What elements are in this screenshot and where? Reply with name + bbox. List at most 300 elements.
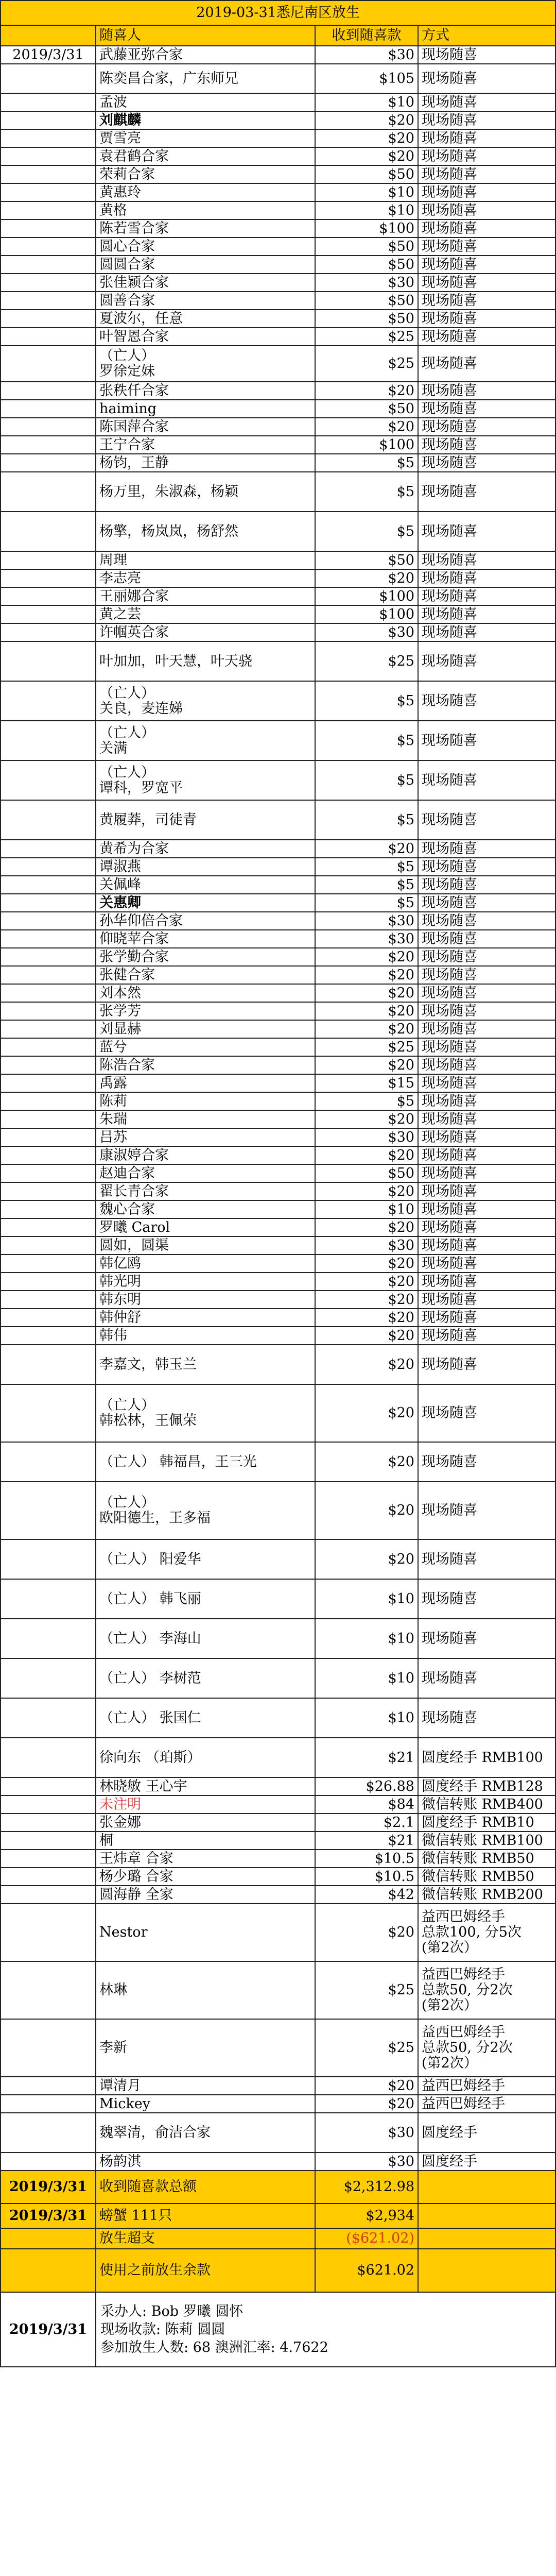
- row-date: [1, 1539, 96, 1579]
- row-date: [1, 1110, 96, 1128]
- donor-name: 朱瑞: [96, 1110, 315, 1128]
- donation-method: 现场随喜: [418, 1236, 555, 1255]
- donor-name: 关佩峰: [96, 876, 315, 894]
- donation-amount: $25: [315, 641, 418, 681]
- donation-amount: $20: [315, 840, 418, 858]
- donation-amount: $10: [315, 1619, 418, 1658]
- row-date: [1, 1814, 96, 1832]
- donation-row: [1, 1868, 555, 1886]
- donor-name: 杨钧，王静: [96, 454, 315, 472]
- donation-row: [1, 1218, 555, 1236]
- donation-amount: $30: [315, 2113, 418, 2153]
- donation-amount: $30: [315, 912, 418, 930]
- donation-method: 现场随喜: [418, 93, 555, 111]
- donation-amount: $100: [315, 605, 418, 623]
- donor-name: 杨韵淇: [96, 2153, 315, 2171]
- donation-amount: $20: [315, 2095, 418, 2113]
- donation-amount: $20: [315, 1182, 418, 1200]
- row-date: [1, 201, 96, 219]
- row-date: [1, 1002, 96, 1020]
- donor-name: 韩亿鸥: [96, 1255, 315, 1273]
- donation-method: 现场随喜: [418, 984, 555, 1002]
- donation-amount: $25: [315, 1961, 418, 2019]
- donor-name: （亡人） 韩松林，王佩荣: [96, 1384, 315, 1442]
- donation-row: [1, 1128, 555, 1146]
- donation-amount: $30: [315, 274, 418, 292]
- row-date: [1, 1868, 96, 1886]
- row-date: [1, 1579, 96, 1619]
- summary-row: [1, 2171, 555, 2204]
- donation-amount: $5: [315, 721, 418, 760]
- donation-amount: $26.88: [315, 1777, 418, 1795]
- donation-method: 现场随喜: [418, 894, 555, 912]
- donation-amount: $50: [315, 400, 418, 418]
- donation-row: [1, 512, 555, 551]
- header-row: [1, 25, 555, 46]
- row-date: [1, 111, 96, 129]
- donation-row: [1, 1236, 555, 1255]
- row-date: [1, 1384, 96, 1442]
- donor-name: 林琳: [96, 1961, 315, 2019]
- donation-row: [1, 292, 555, 310]
- donation-amount: $5: [315, 454, 418, 472]
- donation-method: 现场随喜: [418, 1110, 555, 1128]
- donation-method: 现场随喜: [418, 1200, 555, 1218]
- row-date: [1, 912, 96, 930]
- donation-row: [1, 256, 555, 274]
- donation-amount: $20: [315, 1146, 418, 1164]
- donation-row: [1, 382, 555, 400]
- donation-row: [1, 2077, 555, 2095]
- donation-amount: $20: [315, 1056, 418, 1074]
- header-donor: 随喜人: [96, 25, 315, 46]
- summary-amount: ($621.02): [315, 2228, 418, 2249]
- donation-amount: $10: [315, 1579, 418, 1619]
- donation-method: 现场随喜: [418, 876, 555, 894]
- donation-row: [1, 623, 555, 641]
- donation-amount: $5: [315, 472, 418, 512]
- donation-amount: $50: [315, 256, 418, 274]
- donation-row: [1, 1038, 555, 1056]
- donation-amount: $10: [315, 1698, 418, 1738]
- donation-method: 现场随喜: [418, 147, 555, 165]
- donor-name: 谭淑燕: [96, 858, 315, 876]
- row-date: [1, 587, 96, 605]
- donation-row: [1, 1200, 555, 1218]
- donation-amount: $20: [315, 569, 418, 587]
- footer-notes: 采办人: Bob 罗曦 圆怀 现场收款: 陈莉 圆圆 参加放生人数: 68 澳洲汇率: 4.7622: [96, 2292, 555, 2367]
- donation-row: [1, 274, 555, 292]
- row-date: [1, 1850, 96, 1868]
- donation-method: 现场随喜: [418, 292, 555, 310]
- donor-name: 陈奕昌合家，广东师兄: [96, 64, 315, 93]
- donation-method: 现场随喜: [418, 721, 555, 760]
- summary-label: 放生超支: [96, 2228, 315, 2249]
- donor-name: 关惠卿: [96, 894, 315, 912]
- donation-amount: $10.5: [315, 1868, 418, 1886]
- donation-row: [1, 111, 555, 129]
- donation-row: [1, 721, 555, 760]
- summary-date: 2019/3/31: [1, 2204, 96, 2228]
- row-date: [1, 1218, 96, 1236]
- donation-method: 现场随喜: [418, 587, 555, 605]
- donation-row: [1, 328, 555, 346]
- donor-name: 康淑婷合家: [96, 1146, 315, 1164]
- donation-amount: $84: [315, 1795, 418, 1814]
- row-date: [1, 2077, 96, 2095]
- donation-amount: $10: [315, 201, 418, 219]
- row-date: [1, 1832, 96, 1850]
- row-date: [1, 930, 96, 948]
- row-date: [1, 512, 96, 551]
- donor-name: （亡人） 韩福昌，王三光: [96, 1442, 315, 1482]
- row-date: [1, 1777, 96, 1795]
- donor-name: （亡人） 韩飞丽: [96, 1579, 315, 1619]
- footer-row: [1, 2292, 555, 2367]
- donation-row: [1, 1961, 555, 2019]
- donation-amount: $10: [315, 183, 418, 201]
- donation-row: [1, 912, 555, 930]
- donor-name: 杨擎，杨岚岚，杨舒然: [96, 512, 315, 551]
- donation-method: 现场随喜: [418, 623, 555, 641]
- donation-method: 现场随喜: [418, 1345, 555, 1384]
- donor-name: 圆心合家: [96, 238, 315, 256]
- donation-method: 现场随喜: [418, 472, 555, 512]
- donation-row: [1, 1539, 555, 1579]
- donation-amount: $105: [315, 64, 418, 93]
- row-date: [1, 1327, 96, 1345]
- donation-amount: $30: [315, 1236, 418, 1255]
- row-date: [1, 310, 96, 328]
- row-date: 2019/3/31: [1, 46, 96, 64]
- donor-name: 陈若雪合家: [96, 219, 315, 238]
- donation-method: 现场随喜: [418, 1579, 555, 1619]
- donation-row: [1, 681, 555, 721]
- donation-row: [1, 1795, 555, 1814]
- summary-date: [1, 2249, 96, 2292]
- donation-amount: $5: [315, 1092, 418, 1110]
- donation-amount: $25: [315, 346, 418, 382]
- row-date: [1, 328, 96, 346]
- donor-name: 未注明: [96, 1795, 315, 1814]
- donation-row: [1, 2019, 555, 2077]
- donation-row: [1, 1345, 555, 1384]
- donor-name: 黄格: [96, 201, 315, 219]
- donation-amount: $20: [315, 382, 418, 400]
- donor-name: 王丽娜合家: [96, 587, 315, 605]
- row-date: [1, 129, 96, 147]
- donation-method: 圆度经手 RMB10: [418, 1814, 555, 1832]
- donor-name: 张健合家: [96, 966, 315, 984]
- donor-name: 赵迪合家: [96, 1164, 315, 1182]
- donation-amount: $20: [315, 1539, 418, 1579]
- donation-method: 微信转账 RMB50: [418, 1850, 555, 1868]
- row-date: [1, 292, 96, 310]
- summary-method: [418, 2249, 555, 2292]
- donation-method: 益西巴姆经手: [418, 2095, 555, 2113]
- row-date: [1, 1795, 96, 1814]
- donation-amount: $21: [315, 1738, 418, 1777]
- row-date: [1, 858, 96, 876]
- donor-name: 刘麒麟: [96, 111, 315, 129]
- donation-method: 现场随喜: [418, 930, 555, 948]
- summary-row: [1, 2228, 555, 2249]
- donor-name: 王炜章 合家: [96, 1850, 315, 1868]
- row-date: [1, 1056, 96, 1074]
- donation-method: 微信转账 RMB200: [418, 1886, 555, 1904]
- row-date: [1, 1182, 96, 1200]
- row-date: [1, 551, 96, 569]
- donation-row: [1, 1327, 555, 1345]
- donor-name: 陈莉: [96, 1092, 315, 1110]
- donation-method: 现场随喜: [418, 1074, 555, 1092]
- donation-row: [1, 454, 555, 472]
- donation-amount: $30: [315, 623, 418, 641]
- donation-amount: $5: [315, 800, 418, 840]
- donation-method: 现场随喜: [418, 966, 555, 984]
- donation-method: 现场随喜: [418, 382, 555, 400]
- donation-amount: $100: [315, 219, 418, 238]
- donation-row: [1, 1002, 555, 1020]
- donor-name: （亡人） 李树范: [96, 1658, 315, 1698]
- donation-row: [1, 1442, 555, 1482]
- donation-amount: $5: [315, 876, 418, 894]
- donation-amount: $50: [315, 165, 418, 183]
- donor-name: 韩仲舒: [96, 1309, 315, 1327]
- summary-amount: $2,312.98: [315, 2171, 418, 2204]
- donation-row: [1, 551, 555, 569]
- donation-amount: $25: [315, 2019, 418, 2077]
- donation-method: 现场随喜: [418, 1038, 555, 1056]
- donation-row: [1, 569, 555, 587]
- donation-row: [1, 1579, 555, 1619]
- summary-method: [418, 2204, 555, 2228]
- donation-method: 圆度经手: [418, 2113, 555, 2153]
- donation-row: [1, 948, 555, 966]
- donation-row: [1, 894, 555, 912]
- donation-amount: $30: [315, 46, 418, 64]
- donor-name: 叶智恩合家: [96, 328, 315, 346]
- row-date: [1, 238, 96, 256]
- donation-amount: $42: [315, 1886, 418, 1904]
- row-date: [1, 274, 96, 292]
- donation-row: [1, 1273, 555, 1291]
- donor-name: 圆圆合家: [96, 256, 315, 274]
- donation-method: 现场随喜: [418, 1273, 555, 1291]
- row-date: [1, 436, 96, 454]
- donation-row: [1, 1164, 555, 1182]
- donation-method: 现场随喜: [418, 1002, 555, 1020]
- row-date: [1, 1020, 96, 1038]
- donation-method: 益西巴姆经手 总款100, 分5次 (第2次）: [418, 1904, 555, 1961]
- donor-name: 张金娜: [96, 1814, 315, 1832]
- donor-name: 圆如，圆渠: [96, 1236, 315, 1255]
- donation-row: [1, 310, 555, 328]
- donor-name: 张学芳: [96, 1002, 315, 1020]
- donation-method: 现场随喜: [418, 569, 555, 587]
- donation-row: [1, 183, 555, 201]
- donor-name: 张秩仟合家: [96, 382, 315, 400]
- donor-name: 徐向东 （珀斯）: [96, 1738, 315, 1777]
- donation-method: 现场随喜: [418, 328, 555, 346]
- summary-label: 螃蟹 111只: [96, 2204, 315, 2228]
- row-date: [1, 147, 96, 165]
- donation-method: 现场随喜: [418, 1539, 555, 1579]
- row-date: [1, 1619, 96, 1658]
- row-date: [1, 984, 96, 1002]
- donation-method: 现场随喜: [418, 219, 555, 238]
- donation-method: 现场随喜: [418, 274, 555, 292]
- row-date: [1, 382, 96, 400]
- row-date: [1, 1309, 96, 1327]
- row-date: [1, 760, 96, 800]
- donation-method: 现场随喜: [418, 1442, 555, 1482]
- donation-row: [1, 1056, 555, 1074]
- row-date: [1, 605, 96, 623]
- donation-method: 益西巴姆经手: [418, 2077, 555, 2095]
- donation-method: 现场随喜: [418, 418, 555, 436]
- donation-row: [1, 858, 555, 876]
- donation-method: 现场随喜: [418, 1056, 555, 1074]
- summary-date: 2019/3/31: [1, 2171, 96, 2204]
- donation-method: 现场随喜: [418, 346, 555, 382]
- donation-amount: $20: [315, 1327, 418, 1345]
- donation-method: 现场随喜: [418, 1218, 555, 1236]
- donor-name: 叶加加，叶天慧，叶天骁: [96, 641, 315, 681]
- donation-amount: $5: [315, 512, 418, 551]
- donation-row: [1, 1814, 555, 1832]
- donor-name: （亡人） 阳爱华: [96, 1539, 315, 1579]
- donation-row: [1, 1110, 555, 1128]
- donation-method: 现场随喜: [418, 1309, 555, 1327]
- row-date: [1, 569, 96, 587]
- donor-name: 张学勤合家: [96, 948, 315, 966]
- row-date: [1, 219, 96, 238]
- donation-row: [1, 46, 555, 64]
- summary-row: [1, 2204, 555, 2228]
- donation-amount: $100: [315, 587, 418, 605]
- donation-row: [1, 1255, 555, 1273]
- row-date: [1, 1200, 96, 1218]
- donation-row: [1, 840, 555, 858]
- donor-name: 周理: [96, 551, 315, 569]
- row-date: [1, 93, 96, 111]
- donation-row: [1, 1738, 555, 1777]
- donation-amount: $20: [315, 1482, 418, 1539]
- donation-method: 微信转账 RMB50: [418, 1868, 555, 1886]
- donation-row: [1, 400, 555, 418]
- donation-method: 现场随喜: [418, 400, 555, 418]
- row-date: [1, 454, 96, 472]
- donor-name: 张佳颖合家: [96, 274, 315, 292]
- donation-amount: $30: [315, 930, 418, 948]
- row-date: [1, 721, 96, 760]
- donation-method: 现场随喜: [418, 1327, 555, 1345]
- donation-row: [1, 1658, 555, 1698]
- donation-amount: $20: [315, 1291, 418, 1309]
- donation-method: 现场随喜: [418, 1092, 555, 1110]
- row-date: [1, 2095, 96, 2113]
- row-date: [1, 165, 96, 183]
- row-date: [1, 1482, 96, 1539]
- donor-name: 夏波尔，任意: [96, 310, 315, 328]
- donation-method: 现场随喜: [418, 129, 555, 147]
- donation-method: 现场随喜: [418, 454, 555, 472]
- donation-amount: $20: [315, 147, 418, 165]
- row-date: [1, 1273, 96, 1291]
- donation-method: 现场随喜: [418, 256, 555, 274]
- donation-amount: $20: [315, 1384, 418, 1442]
- donor-name: 黄之芸: [96, 605, 315, 623]
- donor-name: 陈国萍合家: [96, 418, 315, 436]
- donation-row: [1, 876, 555, 894]
- summary-amount: $2,934: [315, 2204, 418, 2228]
- donation-amount: $30: [315, 2153, 418, 2171]
- donation-row: [1, 1619, 555, 1658]
- donation-method: 现场随喜: [418, 840, 555, 858]
- summary-amount: $621.02: [315, 2249, 418, 2292]
- donation-row: [1, 1074, 555, 1092]
- donation-method: 现场随喜: [418, 183, 555, 201]
- summary-date: [1, 2228, 96, 2249]
- donation-method: 现场随喜: [418, 436, 555, 454]
- donation-row: [1, 219, 555, 238]
- donor-name: Mickey: [96, 2095, 315, 2113]
- donation-row: [1, 1850, 555, 1868]
- donor-name: 李志亮: [96, 569, 315, 587]
- row-date: [1, 966, 96, 984]
- donation-row: [1, 966, 555, 984]
- donor-name: 许帼英合家: [96, 623, 315, 641]
- donation-amount: $21: [315, 1832, 418, 1850]
- donor-name: 韩东明: [96, 1291, 315, 1309]
- donor-name: 林晓敏 王心宇: [96, 1777, 315, 1795]
- donation-row: [1, 930, 555, 948]
- donation-method: 圆度经手 RMB100: [418, 1738, 555, 1777]
- donation-amount: $50: [315, 292, 418, 310]
- sheet-title: 2019-03-31悉尼南区放生: [1, 1, 555, 25]
- row-date: [1, 1038, 96, 1056]
- row-date: [1, 876, 96, 894]
- donation-amount: $10.5: [315, 1850, 418, 1868]
- donation-method: 现场随喜: [418, 681, 555, 721]
- donor-name: 李嘉文，韩玉兰: [96, 1345, 315, 1384]
- donor-name: 禹露: [96, 1074, 315, 1092]
- donation-row: [1, 201, 555, 219]
- donation-amount: $2.1: [315, 1814, 418, 1832]
- donation-amount: $5: [315, 894, 418, 912]
- donation-row: [1, 1020, 555, 1038]
- donation-row: [1, 1886, 555, 1904]
- row-date: [1, 623, 96, 641]
- donor-name: 翟长青合家: [96, 1182, 315, 1200]
- donation-amount: $100: [315, 436, 418, 454]
- donation-row: [1, 800, 555, 840]
- donation-method: 现场随喜: [418, 165, 555, 183]
- title-row: [1, 1, 555, 25]
- donor-name: 韩光明: [96, 1273, 315, 1291]
- donation-method: 现场随喜: [418, 1146, 555, 1164]
- donor-name: （亡人） 关满: [96, 721, 315, 760]
- donation-row: [1, 418, 555, 436]
- donation-row: [1, 1832, 555, 1850]
- donation-amount: $5: [315, 681, 418, 721]
- row-date: [1, 1698, 96, 1738]
- donation-method: 现场随喜: [418, 641, 555, 681]
- donor-name: 魏翠清，俞洁合家: [96, 2113, 315, 2153]
- donation-amount: $20: [315, 1002, 418, 1020]
- donor-name: 贾雪亮: [96, 129, 315, 147]
